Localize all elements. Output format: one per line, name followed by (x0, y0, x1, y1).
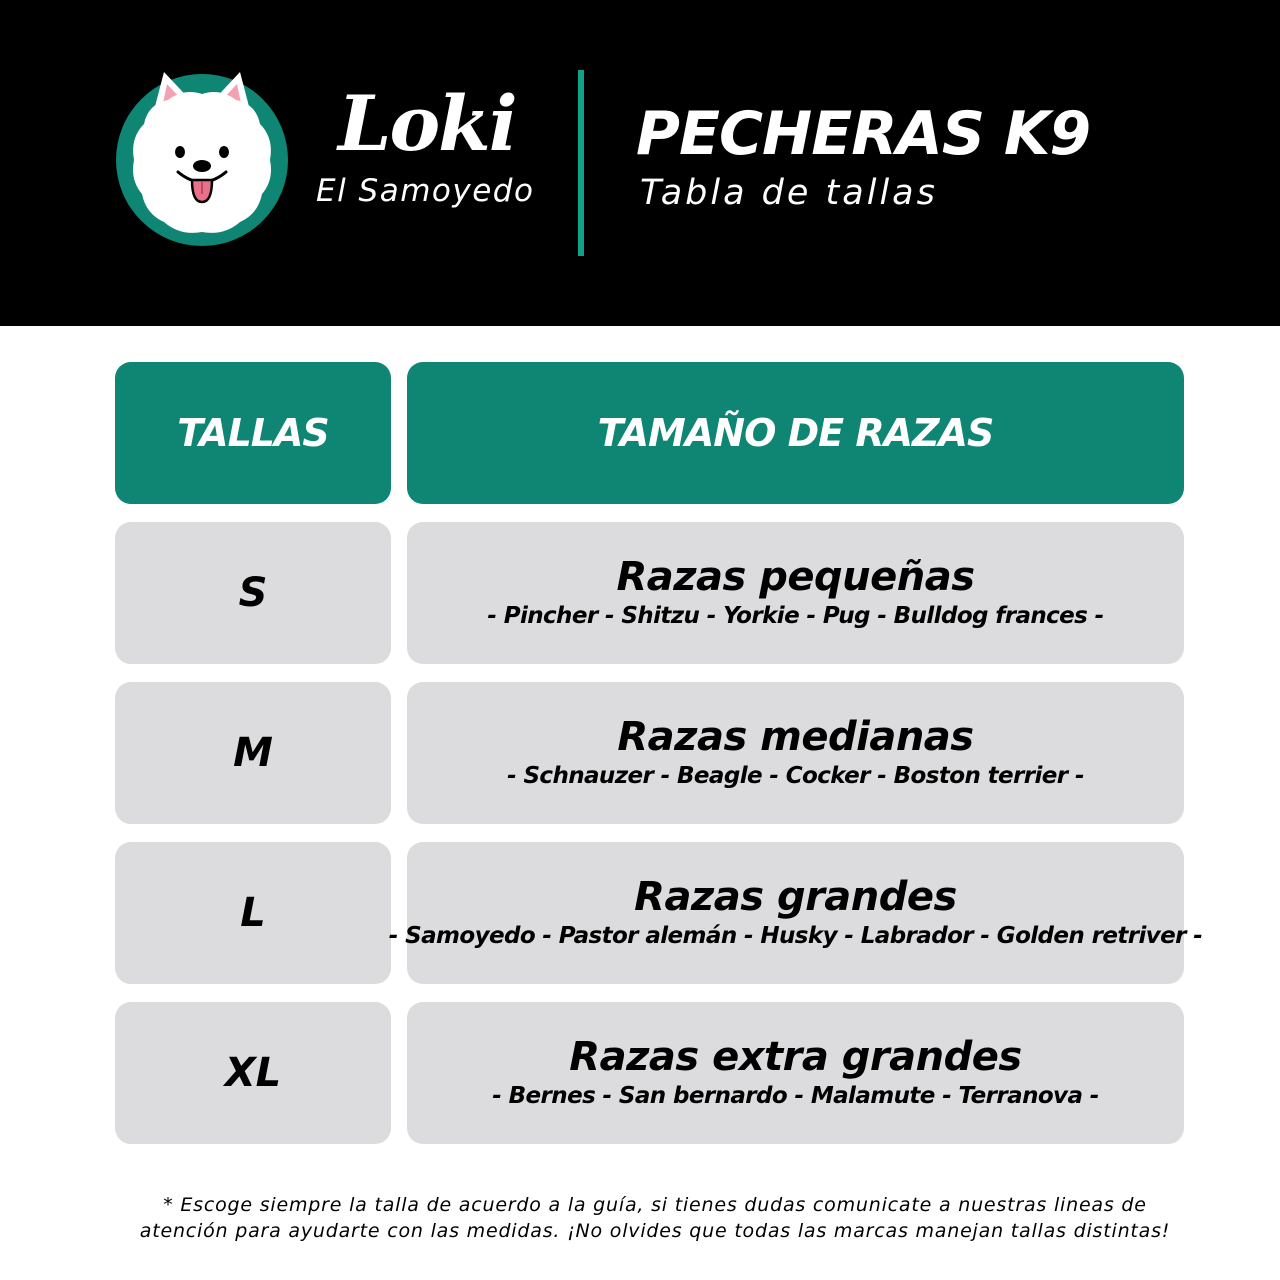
header-banner (0, 0, 1280, 326)
product-subtitle: Tabla de tallas (640, 173, 938, 213)
footnote (130, 1192, 1180, 1244)
size-label: XL (224, 1050, 282, 1096)
category-title: Razas extra grandes (569, 1034, 1022, 1081)
size-label: L (240, 890, 266, 936)
sizes-header-label: TALLAS (177, 411, 329, 455)
breed-cell-l (388, 842, 1203, 984)
samoyed-dog-face-icon (112, 68, 292, 248)
header-divider (578, 70, 584, 256)
breed-list: - Schnauzer - Beagle - Cocker - Boston terrier - (507, 763, 1084, 790)
product-title: PECHERAS K9 (636, 99, 1091, 169)
size-cell-l (115, 842, 391, 984)
breed-cell-m (407, 682, 1184, 824)
size-cell-s (115, 522, 391, 664)
breed-list: - Bernes - San bernardo - Malamute - Terranova - (492, 1083, 1099, 1110)
footnote-line-2: atención para ayudarte con las medidas. ¡No olvides que todas las marcas manejan tallas distintas! (139, 1220, 1171, 1242)
brand-subtitle: El Samoyedo (316, 173, 535, 209)
size-label: M (233, 730, 273, 776)
sizes-header (115, 362, 391, 504)
size-cell-xl (115, 1002, 391, 1144)
category-title: Razas medianas (617, 714, 974, 761)
breed-cell-s (407, 522, 1184, 664)
size-label: S (238, 570, 268, 616)
breed-cell-xl (407, 1002, 1184, 1144)
breed-list: - Pincher - Shitzu - Yorkie - Pug - Bulldog frances - (487, 603, 1104, 630)
brand-name: Loki (338, 79, 516, 168)
breeds-header (407, 362, 1184, 504)
breeds-header-label: TAMAÑO DE RAZAS (597, 411, 994, 455)
size-cell-m (115, 682, 391, 824)
category-title: Razas grandes (634, 874, 957, 921)
category-title: Razas pequeñas (616, 554, 975, 601)
breed-list: - Samoyedo - Pastor alemán - Husky - Labrador - Golden retriver - (388, 923, 1203, 950)
footnote-line-1: * Escoge siempre la talla de acuerdo a la guía, si tienes dudas comunicate a nuestras lineas de (163, 1194, 1147, 1216)
